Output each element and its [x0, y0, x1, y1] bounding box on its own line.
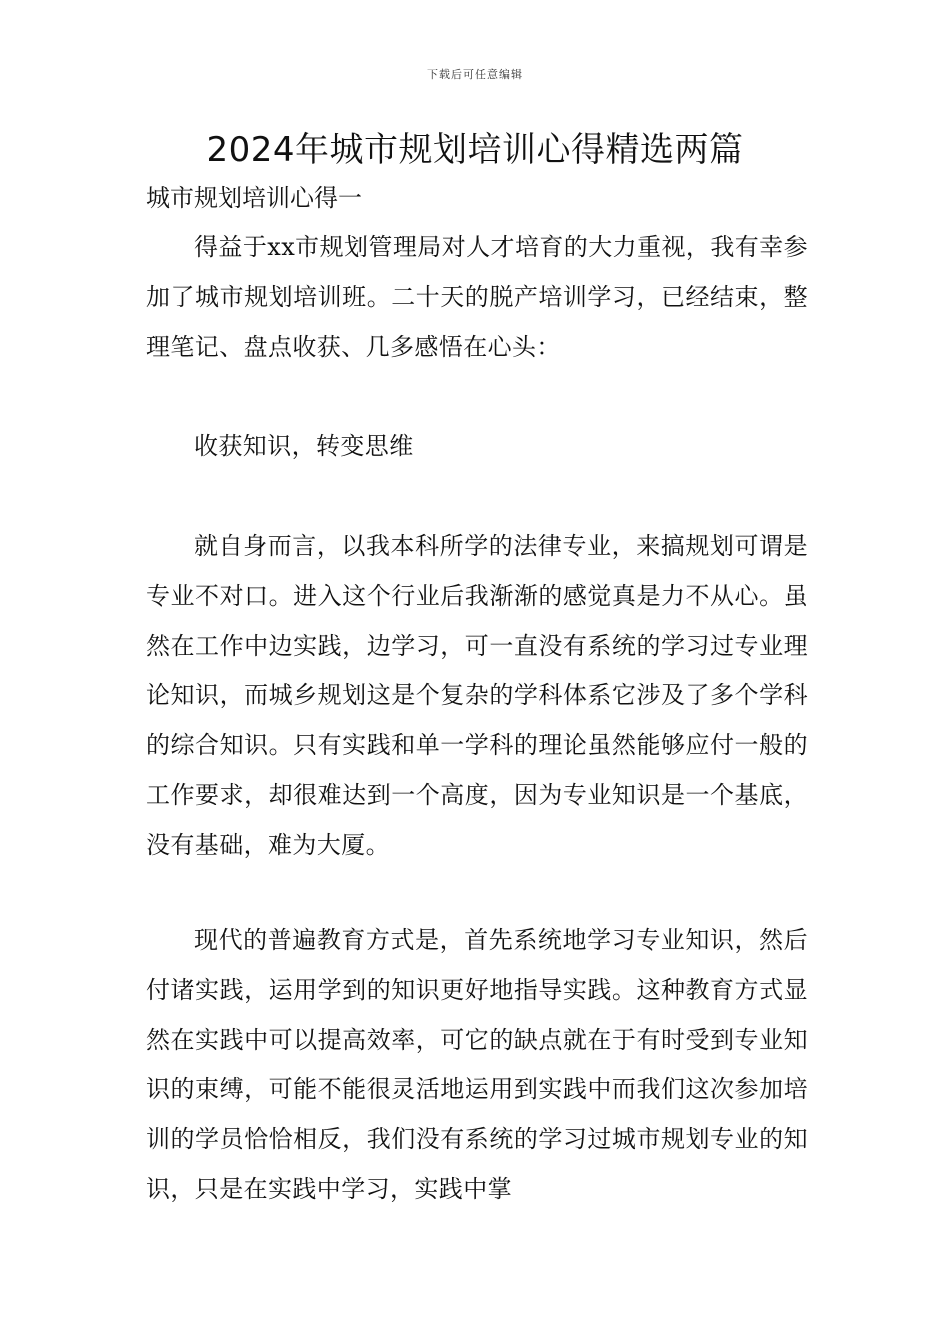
document-title: 2024年城市规划培训心得精选两篇 [206, 130, 744, 170]
paragraph-text: 得益于xx市规划管理局对人才培育的大力重视，我有幸参加了城市规划培训班。二十天的脱产培训学习，已经结束，整理笔记、盘点收获、几多感悟在心头： [146, 233, 808, 361]
paragraph-text: 现代的普遍教育方式是，首先系统地学习专业知识，然后付诸实践，运用学到的知识更好地指导实践。这种教育方式显然在实践中可以提高效率，可它的缺点就在于有时受到专业知识的束缚，可能不能很灵活地运用到实践中而我们这次参加培训的学员恰恰相反，我们没有系统的学习过城市规划专业的知识，只是在实践中学习，实践中掌 [146, 926, 808, 1203]
paragraph-intro [146, 223, 808, 372]
header-note: 下载后可任意编辑 [427, 68, 523, 81]
paragraph-body-2 [146, 916, 808, 1215]
paragraph-text: 就自身而言，以我本科所学的法律专业，来搞规划可谓是专业不对口。进入这个行业后我渐渐的感觉真是力不从心。虽然在工作中边实践，边学习，可一直没有系统的学习过专业理论知识，而城乡规划这是个复杂的学科体系它涉及了多个学科的综合知识。只有实践和单一学科的理论虽然能够应付一般的工作要求，却很难达到一个高度，因为专业知识是一个基底，没有基础，难为大厦。 [146, 532, 808, 859]
paragraph-body-1 [146, 522, 808, 871]
subheading-text: 收获知识，转变思维 [194, 432, 414, 460]
paragraph-subheading [146, 422, 808, 472]
section-heading: 城市规划培训心得一 [146, 184, 362, 212]
